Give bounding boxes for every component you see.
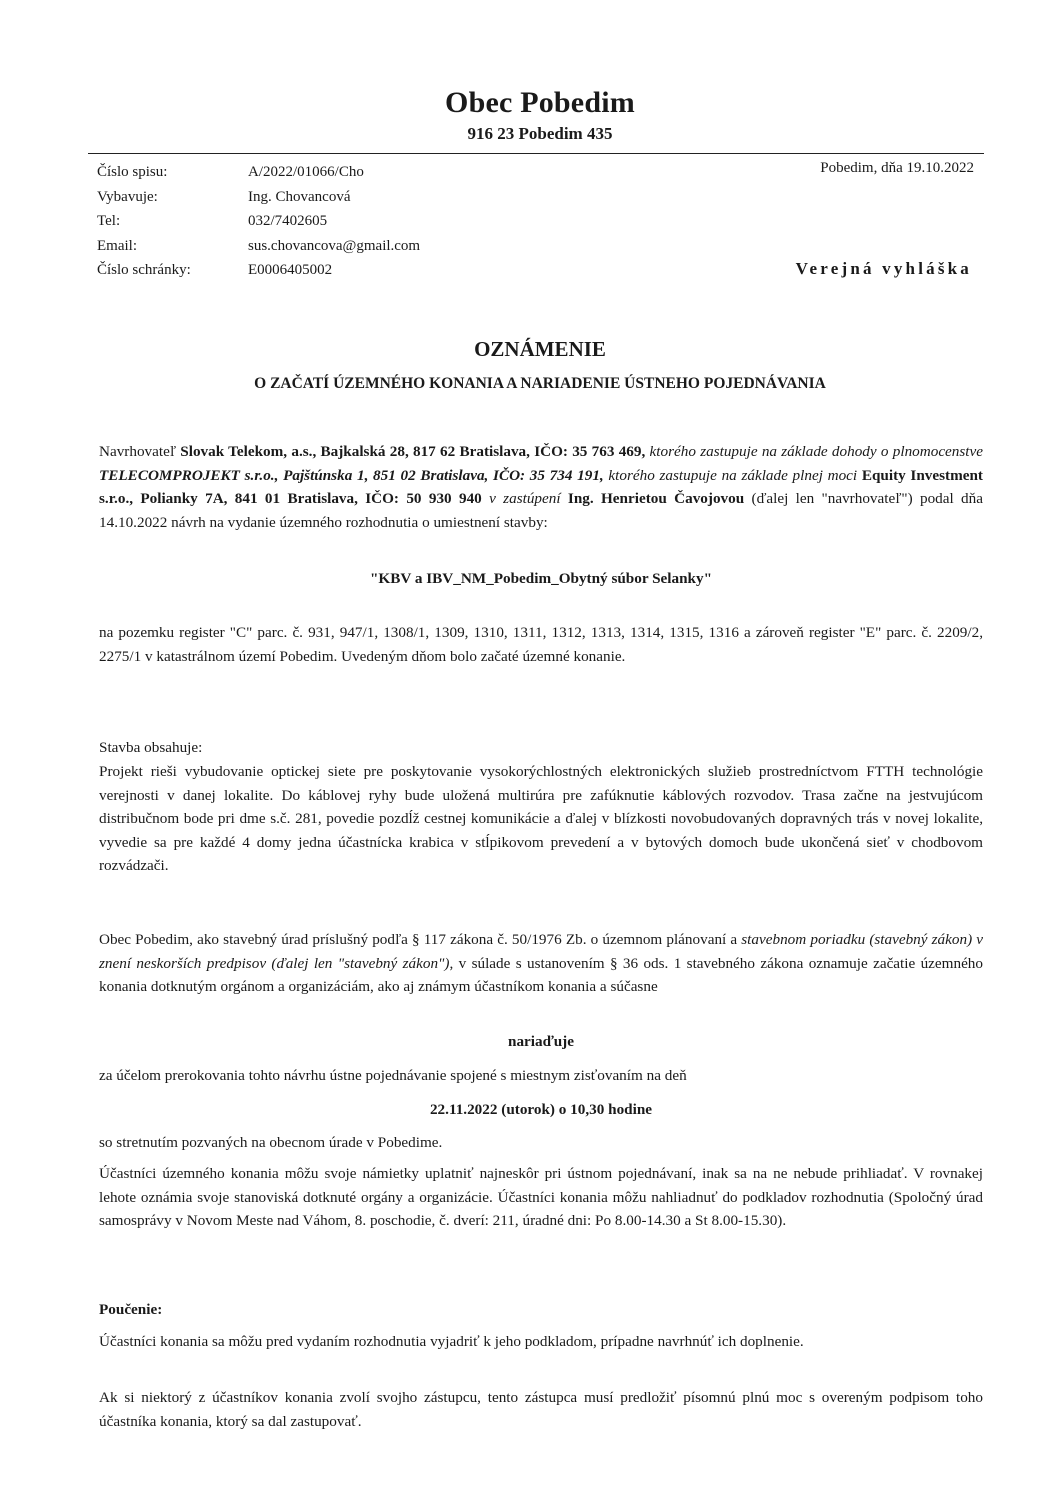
project-name: "KBV a IBV_NM_Pobedim_Obytný súbor Selanky" [369,570,713,587]
construction-description: Projekt rieši vybudovanie optickej siete pre poskytovanie vysokorýchlostných elektronických služieb prostredníctvom FTTH technológie verejnosti v danej lokalite. Do káblovej ryhy bude uložená multirúra pre zafúknutie káblových rozvodov. Trasa začne na jestvujúcom distribučnom bode pri dme s.č. 281, povedie pozdĺž cestnej komunikácie a ďalej v blízkosti novobudovaných dopravných trás v novej lokalite, vyvedie sa pre každé 4 domy jedna účastnícka krabica v stĺpikovom prevedení a v bytových domoch bude ukončená sieť v chodbovom rozvádzači. [99,763,983,874]
hearing-datetime: 22.11.2022 (utorok) o 10,30 hodine [429,1101,653,1118]
meta-row-file-number [97,160,420,185]
meta-label: Tel: [97,213,121,229]
instruction-paragraph: Účastníci konania sa môžu pred vydaním rozhodnutia vyjadriť k jeho podkladom, prípadne navrhnúť ich doplnenie. [99,1333,804,1350]
meta-value: E0006405002 [248,262,333,278]
intro-text: v zastúpení [481,490,568,507]
construction-label: Stavba obsahuje: [99,739,203,756]
meta-value: A/2022/01066/Cho [248,164,364,180]
orders-purpose: za účelom prerokovania tohto návrhu ústne pojednávanie spojené s miestnym zisťovaním na deň [99,1067,687,1084]
authority-text: , v súlade s ustanovením § 36 ods. 1 stavebného zákona oznamuje začatie územného konania dotknutým orgánom a organizáciám, ako aj známym účastníkom konania a súčasne [99,954,983,995]
meta-label: Email: [97,237,137,254]
agent-name: Ing. Henrietou Čavojovou [567,490,745,507]
header-divider [88,153,984,154]
instruction-paragraph: Ak si niektorý z účastníkov konania zvolí svojho zástupcu, tento zástupca musí predložiť písomnú plnú moc s overeným podpisom toho účastníka konania, ktorý sa dal zastupovať. [99,1389,983,1430]
municipality-address: 916 23 Pobedim 435 [467,124,613,143]
intro-text: Navrhovateľ [99,443,181,460]
sub-representative-name: Equity Investment s.r.o., Polianky 7A, 841 01 Bratislava, IČO: 50 930 940 [99,466,983,507]
representative-name: TELECOMPROJEKT s.r.o., Pajštúnska 1, 851 02 Bratislava, IČO: 35 734 191, [99,466,604,484]
public-notice-label: Verejná vyhláška [795,259,972,278]
meta-row-phone [97,209,420,234]
instruction-heading: Poučenie: [99,1301,163,1318]
document-title: OZNÁMENIE [474,337,606,361]
intro-paragraph [99,440,983,534]
meta-value: Ing. Chovancová [248,188,351,205]
document-date: Pobedim, dňa 19.10.2022 [820,160,974,176]
meta-row-email [97,234,420,259]
meta-value: 032/7402605 [248,213,328,229]
meta-label: Číslo schránky: [97,262,191,278]
orders-heading: nariaďuje [508,1033,574,1050]
parcels-paragraph: na pozemku register "C" parc. č. 931, 947/1, 1308/1, 1309, 1310, 1311, 1312, 1313, 1314, 1315, 1316 a zároveň register "E" parc. č. 2209/2, 2275/1 v katastrálnom území Pobedim. Uvedeným dňom bolo začaté územné konanie. [99,624,983,665]
intro-text: (ďalej len "navrhovateľ") podal dňa 14.10.2022 návrh na vydanie územného rozhodnutia o umiestnení stavby: [99,490,983,531]
meta-row-mailbox [97,258,420,283]
municipality-title: Obec Pobedim [445,86,635,119]
meta-value: sus.chovancova@gmail.com [248,237,421,254]
intro-text: ktorého zastupuje na základe plnej moci [603,466,862,484]
file-metadata [97,160,420,283]
authority-text: Obec Pobedim, ako stavebný úrad príslušný podľa § 117 zákona č. 50/1976 Zb. o územnom plánovaní a [99,931,742,948]
objections-paragraph: Účastníci územného konania môžu svoje námietky uplatniť najneskôr pri ústnom pojednávaní, inak sa na ne nebude prihliadať. V rovnakej lehote oznámia svoje stanoviská dotknuté orgány a organizácie. Účastníci konania môžu nahliadnuť do podkladov rozhodnutia (Spoločný úrad samosprávy v Novom Meste nad Váhom, 8. poschodie, č. dverí: 211, úradné dni: Po 8.00-14.30 a St 8.00-15.30). [99,1165,983,1229]
hearing-place: so stretnutím pozvaných na obecnom úrade v Pobedime. [99,1134,443,1151]
meta-row-handler [97,185,420,210]
meta-label: Číslo spisu: [97,164,168,180]
authority-law: stavebnom poriadku (stavebný zákon) v znení neskorších predpisov (ďalej len "stavebný zákon") [99,931,984,972]
intro-text: ktorého zastupuje na základe dohody o plnomocenstve [645,443,984,460]
applicant-name: Slovak Telekom, a.s., Bajkalská 28, 817 62 Bratislava, IČO: 35 763 469, [180,443,646,460]
meta-label: Vybavuje: [97,188,158,205]
document-subtitle: O ZAČATÍ ÚZEMNÉHO KONANIA A NARIADENIE ÚSTNEHO POJEDNÁVANIA [254,375,826,392]
authority-paragraph [99,928,983,999]
